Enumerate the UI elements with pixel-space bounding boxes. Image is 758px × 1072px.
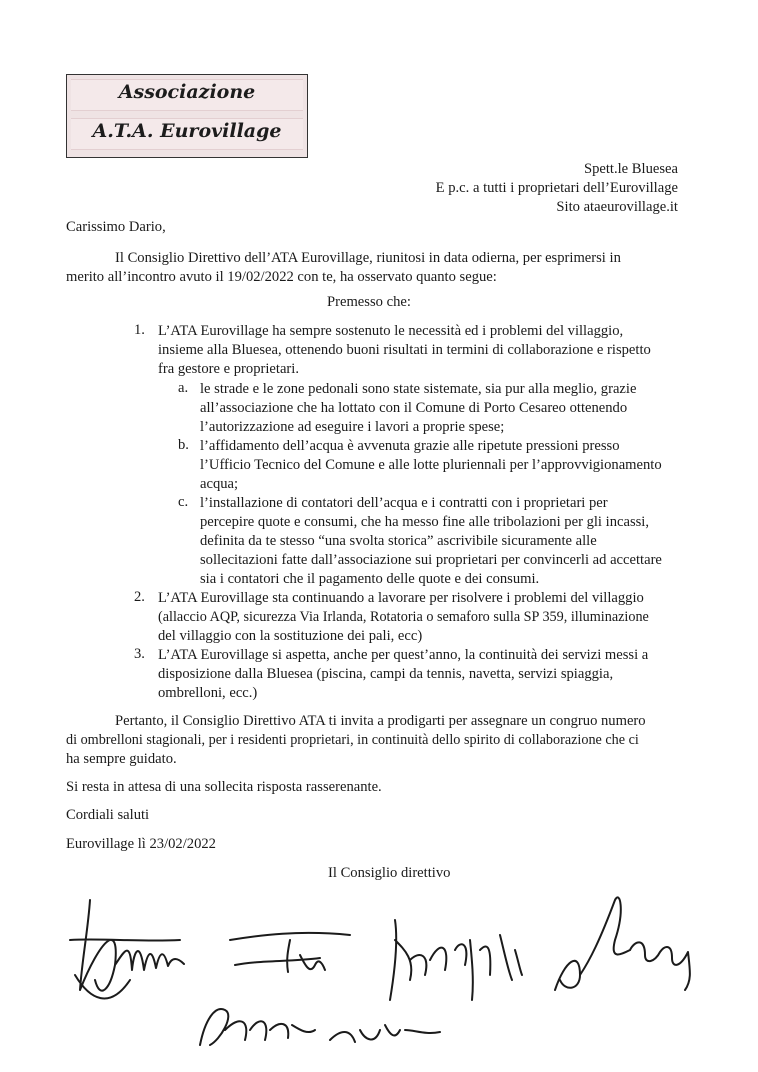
closing-request: Si resta in attesa di una sollecita risposta rasserenante.: [66, 779, 382, 795]
subitem-b-line-1: l’affidamento dell’acqua è avvenuta grazie alle ripetute pressioni presso: [200, 438, 620, 454]
salutation: Carissimo Dario,: [66, 219, 166, 235]
item-3-number: 3.: [134, 646, 145, 662]
intro-line-1: Il Consiglio Direttivo dell’ATA Eurovillage, riunitosi in data odierna, per esprimersi in: [115, 250, 621, 266]
subitem-a-line-3: l’autorizzazione ad eseguire i lavori a proprie spese;: [200, 419, 505, 435]
place-date: Eurovillage lì 23/02/2022: [66, 836, 216, 852]
association-name-line2: A.T.A. Eurovillage: [92, 120, 282, 142]
recipient-line-3: Sito ataeurovillage.it: [556, 199, 678, 215]
subitem-c-line-3: definita da te stesso “una svolta storica” ascrivibile sicuramente alle: [200, 533, 597, 549]
subitem-c-line-5: sia i contatori che il pagamento delle quote e dei consumi.: [200, 571, 540, 587]
association-logo-box: [66, 74, 308, 158]
recipient-line-1: Spett.le Bluesea: [583, 161, 678, 177]
subitem-b-line-2: l’Ufficio Tecnico del Comune e alle lotte pluriennali per l’approvvigionamento: [200, 457, 662, 473]
signatory-title: Il Consiglio direttivo: [328, 865, 451, 881]
subitem-c-line-1: l’installazione di contatori dell’acqua e i contratti con i proprietari per: [200, 495, 608, 511]
regards: Cordiali saluti: [66, 807, 150, 823]
item-1-line-3: fra gestore e proprietari.: [158, 361, 299, 377]
signature-2: [230, 933, 350, 972]
signature-1: [70, 900, 184, 991]
intro-line-2: merito all’incontro avuto il 19/02/2022 con te, ha osservato quanto segue:: [66, 269, 497, 285]
item-1-number: 1.: [134, 322, 145, 338]
subitem-b-line-3: acqua;: [200, 476, 239, 492]
recipient-line-2: E p.c. a tutti i proprietari dell’Eurovillage: [435, 180, 678, 196]
subitem-c-line-2: percepire quote e consumi, che ha messo fine alle tribolazioni per gli incassi,: [200, 514, 650, 530]
signature-4: [555, 897, 690, 990]
premise-heading: Premesso che:: [327, 294, 411, 310]
subitem-a-letter: a.: [178, 380, 189, 396]
conclusion-line-3: ha sempre guidato.: [66, 751, 177, 767]
handwritten-signatures: [60, 880, 710, 1060]
item-1-line-2: insieme alla Bluesea, ottenendo buoni risultati in termini di collaborazione e rispetto: [158, 342, 651, 358]
item-2-line-3: del villaggio con la sostituzione dei pali, ecc): [158, 628, 423, 644]
conclusion-line-2: di ombrelloni stagionali, per i residenti proprietari, in continuità dello spirito di collaborazione che ci: [66, 732, 639, 748]
item-2-line-2: (allaccio AQP, sicurezza Via Irlanda, Rotatoria o semaforo sulla SP 359, illuminazione: [158, 609, 649, 625]
item-2-line-1: L’ATA Eurovillage sta continuando a lavorare per risolvere i problemi del villaggio: [158, 590, 644, 606]
item-2-number: 2.: [134, 589, 145, 605]
subitem-a-line-1: le strade e le zone pedonali sono state sistemate, sia pur alla meglio, grazie: [200, 381, 637, 397]
signature-5: [200, 1009, 440, 1045]
subitem-b-letter: b.: [178, 437, 189, 453]
item-3-line-3: ombrelloni, ecc.): [158, 685, 258, 701]
item-3-line-2: disposizione dalla Bluesea (piscina, campi da tennis, navetta, servizi spiaggia,: [158, 666, 614, 682]
item-1-line-1: L’ATA Eurovillage ha sempre sostenuto le necessità ed i problemi del villaggio,: [158, 323, 624, 339]
subitem-c-line-4: sollecitazioni fatte dall’associazione sui proprietari per convincerli ad accettare: [200, 552, 662, 568]
subitem-c-letter: c.: [178, 494, 189, 510]
association-name-line1: Associazione: [118, 81, 256, 103]
subitem-a-line-2: all’associazione che ha lottato con il Comune di Porto Cesareo ottenendo: [200, 400, 628, 416]
conclusion-line-1: Pertanto, il Consiglio Direttivo ATA ti invita a prodigarti per assegnare un congruo numero: [115, 713, 646, 729]
signature-3: [390, 920, 522, 1000]
item-3-line-1: L’ATA Eurovillage si aspetta, anche per quest’anno, la continuità dei servizi messi a: [158, 647, 649, 663]
